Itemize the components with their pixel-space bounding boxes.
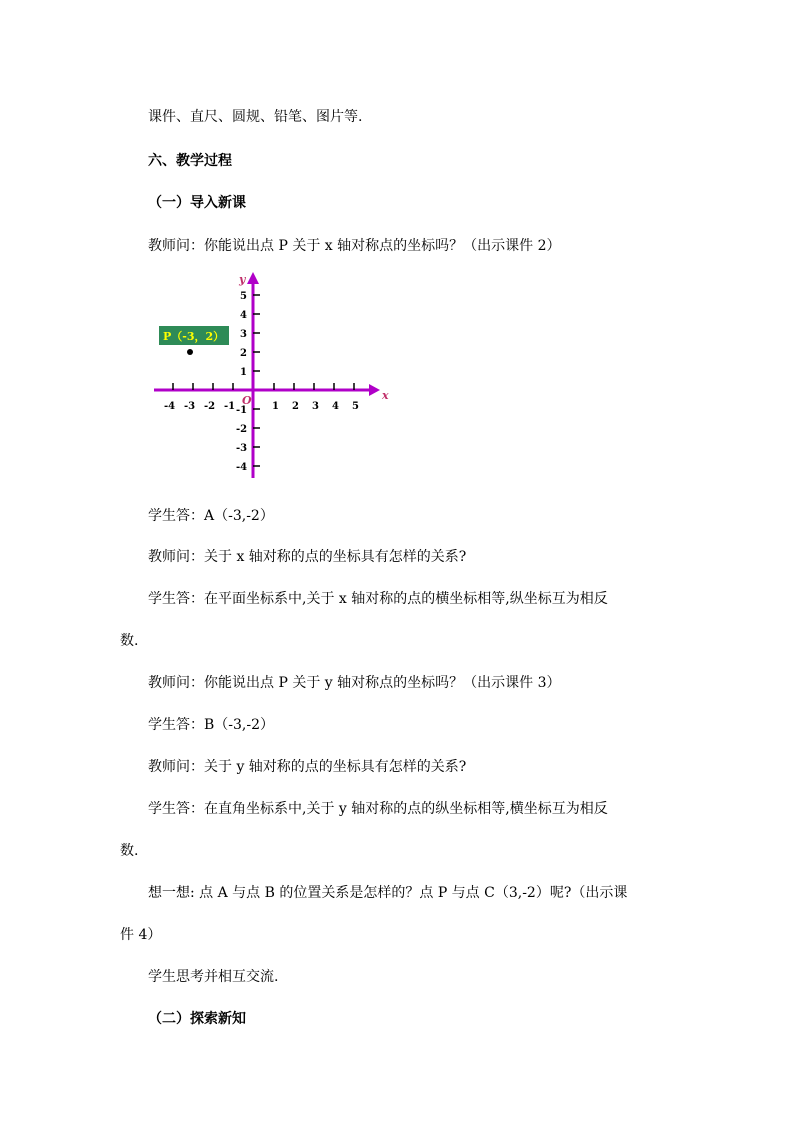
heading-intro: （一）导入新课 xyxy=(148,195,246,211)
y-axis-arrow xyxy=(247,272,259,284)
y-tick-label: 4 xyxy=(240,310,247,321)
coordinate-figure xyxy=(148,268,398,486)
x-tick-label: 2 xyxy=(292,401,299,412)
x-tick-label: -4 xyxy=(164,401,176,412)
x-tick-label: 1 xyxy=(272,401,279,412)
y-tick-label: 1 xyxy=(240,367,247,378)
point-label: P（-3，2） xyxy=(163,330,225,343)
line-student-a2: 学生答：在平面坐标系中,关于 x 轴对称的点的横坐标相等,纵坐标互为相反 xyxy=(148,591,608,607)
y-tick-label: 3 xyxy=(240,329,247,340)
line-think: 想一想: 点 A 与点 B 的位置关系是怎样的？点 P 与点 C（3,-2）呢?（出示课 xyxy=(148,885,628,901)
x-tick-label: -3 xyxy=(184,401,196,412)
line-materials: 课件、直尺、圆规、铅笔、图片等. xyxy=(148,109,363,125)
line-student-a3: 学生答：B（-3,-2） xyxy=(148,717,275,733)
line-student-a4-cont: 数. xyxy=(120,843,139,859)
origin-label: O xyxy=(242,394,252,407)
y-tick-label: -1 xyxy=(236,405,248,416)
x-axis-label: x xyxy=(382,389,389,402)
line-student-a1: 学生答：A（-3,-2） xyxy=(148,508,274,524)
line-student-a4: 学生答：在直角坐标系中,关于 y 轴对称的点的纵坐标相等,横坐标互为相反 xyxy=(148,801,608,817)
y-tick-label: -2 xyxy=(236,424,248,435)
heading-teaching-process: 六、教学过程 xyxy=(148,153,232,169)
line-think-cont: 件 4） xyxy=(120,927,162,943)
heading-explore: （二）探索新知 xyxy=(148,1011,246,1027)
line-teacher-q1: 教师问：你能说出点 P 关于 x 轴对称点的坐标吗？（出示课件 2） xyxy=(148,238,561,254)
line-teacher-q4: 教师问：关于 y 轴对称的点的坐标具有怎样的关系? xyxy=(148,759,467,775)
x-tick-label: 4 xyxy=(332,401,339,412)
x-tick-label: -1 xyxy=(224,401,236,412)
line-students-discuss: 学生思考并相互交流. xyxy=(148,969,279,985)
x-tick-label: -2 xyxy=(204,401,216,412)
y-tick-label: 2 xyxy=(240,348,247,359)
line-teacher-q3: 教师问：你能说出点 P 关于 y 轴对称点的坐标吗？（出示课件 3） xyxy=(148,675,561,691)
line-teacher-q2: 教师问：关于 x 轴对称的点的坐标具有怎样的关系? xyxy=(148,549,467,565)
x-tick-label: 3 xyxy=(312,401,319,412)
y-tick-label: 5 xyxy=(240,291,247,302)
point-p xyxy=(187,349,193,355)
y-tick-label: -3 xyxy=(236,443,248,454)
line-student-a2-cont: 数. xyxy=(120,633,139,649)
x-axis-arrow xyxy=(369,384,380,396)
y-axis-label: y xyxy=(239,273,246,286)
x-tick-label: 5 xyxy=(352,401,359,412)
y-tick-label: -4 xyxy=(236,462,248,473)
